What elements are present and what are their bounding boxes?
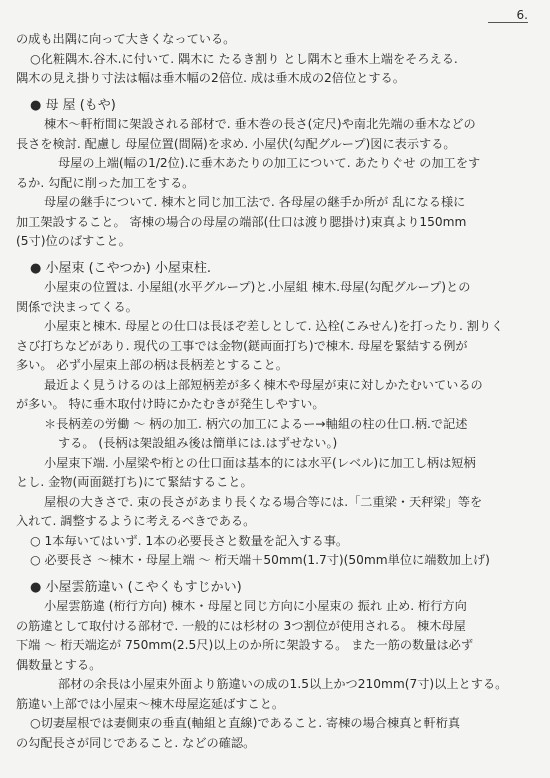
text-line: 長さを検討. 配慮し 母屋位置(間隔)を求め. 小屋伏(勾配グループ)図に表示する。 [16, 136, 456, 151]
section-gap [16, 252, 536, 259]
text-line: 偶数量とする。 [16, 657, 102, 672]
text-line: 最近よく見うけるのは上部短柄差が多く棟木や母屋が束に対しかたむいているの [44, 377, 483, 392]
text-line: (5寸)位のばすこと。 [16, 234, 131, 248]
text-line: 下端 ～ 桁天端迄が 750mm(2.5尺)以上のか所に架設する。 また一筋の数量は必ず [16, 638, 474, 652]
text-line: の成も出隅に向って大きくなっている。 [16, 32, 236, 46]
section-heading: ● 小屋雲筋違い (こやくもすじかい) [30, 579, 242, 595]
text-line: 筋違い上部では小屋束～棟木母屋迄延ばすこと。 [16, 696, 285, 711]
text-line: の勾配長さが同じであること. などの確認。 [16, 735, 256, 750]
section-heading: ● 小屋束 (こやつか) 小屋束柱. [30, 260, 212, 276]
text-line: 隅木の見え掛り寸法は幅は垂木幅の2倍位. 成は垂木成の2倍位とする。 [16, 71, 405, 85]
text-line: ○切妻屋根では妻側束の垂直(軸組と直線)であること. 寄棟の場合棟真と軒桁真 [30, 716, 461, 730]
text-line: 入れて. 調整するように考えるべきである。 [16, 514, 256, 528]
section-gap [16, 89, 536, 96]
text-line: 部材の余長は小屋束外面より筋違いの成の1.5以上かつ210mm(7寸)以上とする。 [58, 677, 508, 691]
text-line: ○ 1本毎いてはいず. 1本の必要長さと数量を記入する事。 [30, 533, 349, 548]
text-line: の筋違として取付ける部材で. 一般的には杉材の 3つ割位が使用される。 棟木母屋 [16, 618, 466, 633]
text-line: 小屋束下端. 小屋梁や桁との仕口面は基本的には水平(レベル)に加工し柄は短柄 [44, 455, 476, 470]
text-line: さび打ちなどがあり. 現代の工事では金物(鎹両面打ち)で棟木. 母屋を緊結する例が [16, 338, 468, 353]
page-body [16, 30, 536, 753]
text-line: ＊長柄差の労働 ～ 柄の加工. 柄穴の加工によるー→軸組の柱の仕口.柄.で記述 [44, 416, 468, 431]
text-line: 関係で決まってくる。 [16, 299, 138, 314]
text-line: 多い。 必ず小屋束上部の柄は長柄差とすること。 [16, 358, 288, 372]
text-line: 小屋束の位置は. 小屋組(水平グループ)と.小屋組 棟木.母屋(勾配グループ)との [44, 280, 471, 294]
page-number: 6. [488, 8, 528, 23]
text-line: とし. 金物(両面鎹打ち)にて緊結すること。 [16, 475, 253, 489]
text-line: 加工架設すること。 寄棟の場合の母屋の端部(仕口は渡り腮掛け)束真より150mm [16, 214, 467, 229]
text-line: 小屋雲筋違 (桁行方向) 棟木・母屋と同じ方向に小屋束の 振れ 止め. 桁行方向 [44, 599, 467, 613]
text-line: ○ 必要長さ ～棟木・母屋上端 ～ 桁天端＋50mm(1.7寸)(50mm単位に端数加上げ) [30, 553, 490, 567]
text-line: 小屋束と棟木. 母屋との仕口は長ほぞ差しとして. 込栓(こみせん)を打ったり. 割りく [44, 319, 504, 333]
text-line: が多い。 特に垂木取付け時にかたむきが発生しやすい。 [16, 397, 325, 411]
text-line: 棟木～軒桁間に架設される部材で. 垂木巻の長さ(定尺)や南北先端の垂木などの [44, 117, 476, 131]
text-line: 母屋の上端(幅の1/2位).に垂木あたりの加工について. あたりぐせ の加工をす [58, 156, 481, 170]
text-line: 屋根の大きさで. 束の長さがあまり長くなる場合等には.「二重梁・天秤梁」等を [44, 494, 483, 509]
section-heading: ● 母 屋 (もや) [30, 97, 116, 113]
text-line: 母屋の継手について. 棟木と同じ加工法で. 各母屋の継手か所が 乱になる様に [44, 195, 466, 209]
text-line: ○化粧隅木.谷木.に付いて. 隅木に たるき割り とし隅木と垂木上端をそろえる. [30, 51, 458, 66]
text-line: する。 (長柄は架設組み後は簡単には.はずせない。) [58, 436, 338, 450]
text-line: るか. 勾配に削った加工をする。 [16, 175, 195, 190]
section-gap [16, 571, 536, 578]
